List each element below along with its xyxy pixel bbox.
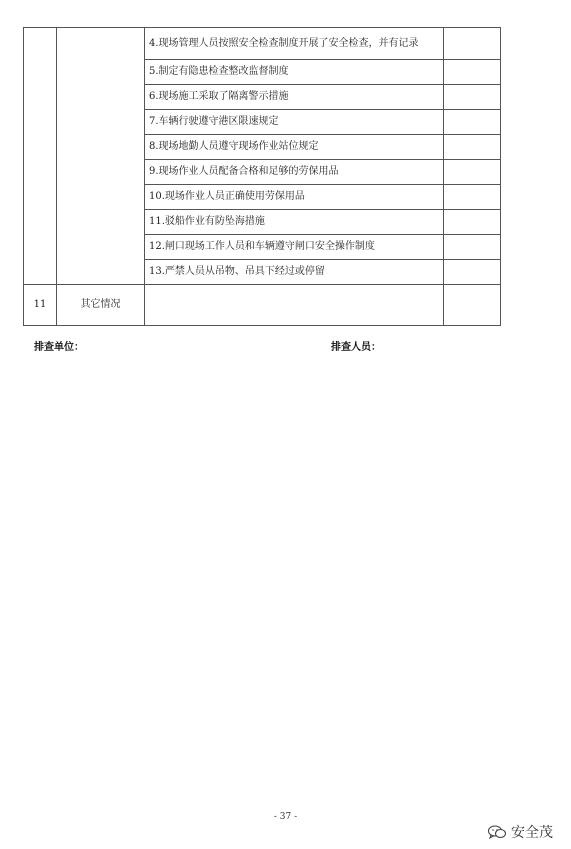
watermark [487, 822, 553, 842]
result-cell [444, 235, 501, 260]
result-cell [444, 185, 501, 210]
result-cell [444, 28, 501, 60]
table-row [24, 28, 501, 60]
row-number-cell [24, 28, 57, 285]
check-item-cell: 10.现场作业人员正确使用劳保用品 [145, 185, 444, 210]
check-item-cell: 8.现场地勤人员遵守现场作业站位规定 [145, 135, 444, 160]
check-item-cell: 5.制定有隐患检查整改监督制度 [145, 60, 444, 85]
result-cell [444, 85, 501, 110]
check-item-cell: 6.现场施工采取了隔离警示措施 [145, 85, 444, 110]
inspection-table [23, 27, 501, 326]
inspection-unit-label: 排查单位： [34, 342, 84, 353]
result-cell [444, 110, 501, 135]
inspection-table-body [24, 28, 501, 326]
check-item-cell: 13.严禁人员从吊物、吊具下经过或停留 [145, 260, 444, 285]
check-item-cell [145, 285, 444, 326]
category-cell: 其它情况 [57, 285, 145, 326]
result-cell [444, 60, 501, 85]
check-item-cell: 9.现场作业人员配备合格和足够的劳保用品 [145, 160, 444, 185]
result-cell [444, 260, 501, 285]
table-row-other [24, 285, 501, 326]
category-cell [57, 28, 145, 285]
check-item-cell: 4.现场管理人员按照安全检查制度开展了安全检查，并有记录 [145, 28, 444, 60]
result-cell [444, 210, 501, 235]
check-item-cell: 12.闸口现场工作人员和车辆遵守闸口安全操作制度 [145, 235, 444, 260]
row-number-cell: 11 [24, 285, 57, 326]
result-cell [444, 160, 501, 185]
inspection-person-label: 排查人员： [331, 342, 381, 353]
result-cell [444, 135, 501, 160]
check-item-cell: 7.车辆行驶遵守港区限速规定 [145, 110, 444, 135]
result-cell [444, 285, 501, 326]
check-item-cell: 11.驳船作业有防坠海措施 [145, 210, 444, 235]
page-number: - 37 - [273, 812, 298, 822]
wechat-icon [487, 824, 507, 840]
watermark-text: 安全茂 [511, 825, 553, 841]
